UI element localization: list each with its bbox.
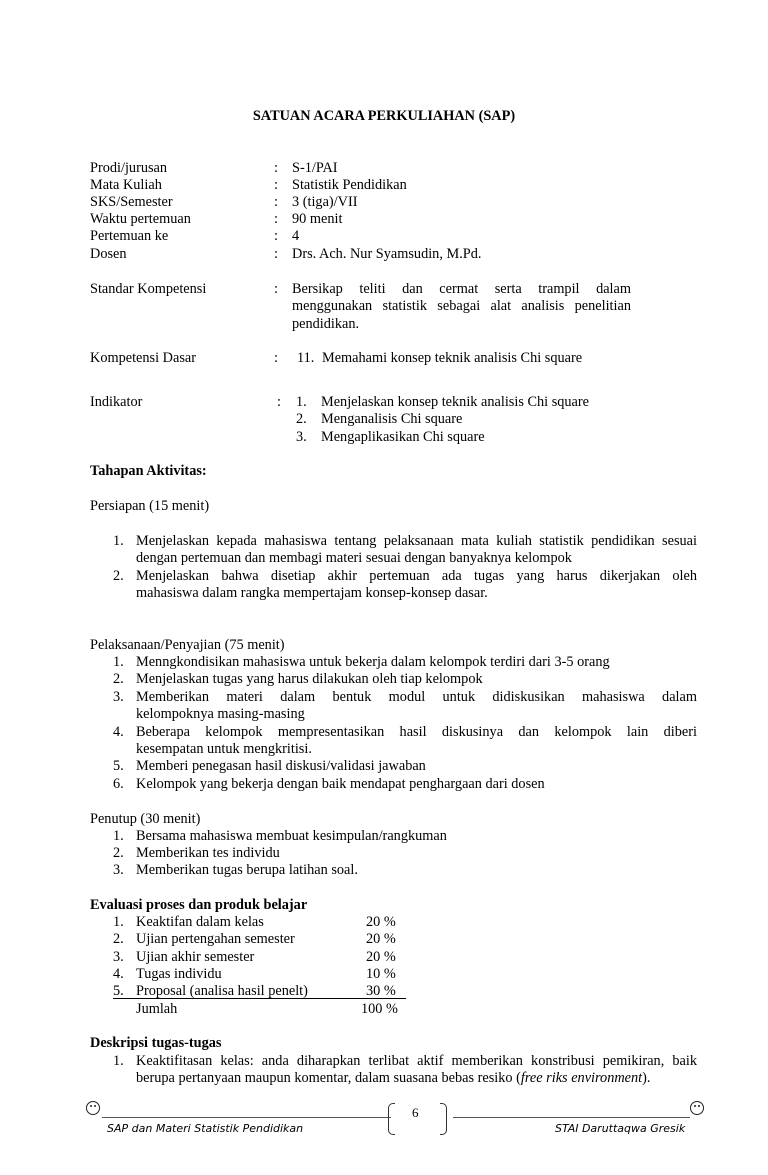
standar-line: Bersikap teliti dan cermat serta trampil dalam: [292, 281, 631, 297]
info-label: Mata Kuliah: [90, 177, 162, 193]
evaluasi-item: Ujian pertengahan semester: [136, 931, 295, 947]
pelaksanaan-number: 2.: [113, 671, 124, 687]
deskripsi-heading: Deskripsi tugas-tugas: [90, 1035, 222, 1051]
evaluasi-value: 10 %: [366, 966, 396, 982]
info-label: SKS/Semester: [90, 194, 173, 210]
persiapan-line: Menjelaskan kepada mahasiswa tentang pelaksanaan mata kuliah statistik pendidikan sesuai: [136, 533, 697, 549]
persiapan-heading: Persiapan (15 menit): [90, 498, 210, 514]
tahapan-heading: Tahapan Aktivitas:: [90, 463, 207, 479]
pelaksanaan-line: Memberikan materi dalam bentuk modul untuk didiskusikan mahasiswa dalam: [136, 689, 697, 705]
info-value: 4: [292, 228, 300, 244]
info-value: Statistik Pendidikan: [292, 177, 407, 193]
persiapan-number: 1.: [113, 533, 124, 549]
persiapan-number: 2.: [113, 568, 124, 584]
pelaksanaan-number: 4.: [113, 724, 124, 740]
evaluasi-heading: Evaluasi proses dan produk belajar: [90, 897, 308, 913]
footer-rule-left: [102, 1117, 391, 1118]
indikator-item: Menjelaskan konsep teknik analisis Chi square: [321, 394, 590, 410]
evaluasi-item: Proposal (analisa hasil penelt): [136, 983, 308, 999]
penutup-number: 2.: [113, 845, 124, 861]
evaluasi-sum-line: [113, 998, 406, 999]
indikator-item: Mengaplikasikan Chi square: [321, 429, 485, 445]
info-colon: :: [274, 177, 278, 193]
info-value: 3 (tiga)/VII: [292, 194, 358, 210]
penutup-item: Memberikan tes individu: [136, 845, 280, 861]
pelaksanaan-line: Menjelaskan tugas yang harus dilakukan oleh tiap kelompok: [136, 671, 483, 687]
footer-bracket-right-icon: [440, 1103, 447, 1135]
persiapan-line: Menjelaskan bahwa disetiap akhir pertemuan ada tugas yang harus dikerjakan oleh: [136, 568, 697, 584]
info-colon: :: [274, 228, 278, 244]
pelaksanaan-line: kesempatan untuk mengkritisi.: [136, 741, 312, 757]
info-value: 90 menit: [292, 211, 343, 227]
indikator-number: 2.: [296, 411, 307, 427]
pelaksanaan-number: 6.: [113, 776, 124, 792]
penutup-item: Memberikan tugas berupa latihan soal.: [136, 862, 358, 878]
indikator-colon: :: [277, 394, 281, 410]
indikator-number: 3.: [296, 429, 307, 445]
penutup-heading: Penutup (30 menit): [90, 811, 201, 827]
standar-label: Standar Kompetensi: [90, 281, 207, 297]
indikator-label: Indikator: [90, 394, 143, 410]
evaluasi-item: Keaktifan dalam kelas: [136, 914, 264, 930]
pelaksanaan-line: Kelompok yang bekerja dengan baik mendapat penghargaan dari dosen: [136, 776, 545, 792]
persiapan-line: mahasiswa dalam rangka mempertajam konsep-konsep dasar.: [136, 585, 488, 601]
pelaksanaan-line: Beberapa kelompok mempresentasikan hasil diskusinya dan kelompok lain diberi: [136, 724, 697, 740]
indikator-item: Menganalisis Chi square: [321, 411, 463, 427]
persiapan-line: dengan pertemuan dan membagi materi sesuai dengan banyaknya kelompok: [136, 550, 572, 566]
evaluasi-value: 20 %: [366, 914, 396, 930]
info-label: Waktu pertemuan: [90, 211, 191, 227]
standar-colon: :: [274, 281, 278, 297]
pelaksanaan-line: Menngkondisikan mahasiswa untuk bekerja dalam kelompok terdiri dari 3-5 orang: [136, 654, 610, 670]
evaluasi-total-label: Jumlah: [136, 1001, 178, 1017]
indikator-number: 1.: [296, 394, 307, 410]
pelaksanaan-line: kelompoknya masing-masing: [136, 706, 305, 722]
footer-bracket-left-icon: [388, 1103, 395, 1135]
standar-line: menggunakan statistik sebagai alat analisis penelitian: [292, 298, 631, 314]
evaluasi-value: 20 %: [366, 931, 396, 947]
deskripsi-italic: free riks environment: [520, 1070, 643, 1086]
pelaksanaan-line: Memberi penegasan hasil diskusi/validasi jawaban: [136, 758, 426, 774]
footer-rule-right: [453, 1117, 690, 1118]
pelaksanaan-heading: Pelaksanaan/Penyajian (75 menit): [90, 637, 285, 653]
info-value: Drs. Ach. Nur Syamsudin, M.Pd.: [292, 246, 482, 262]
evaluasi-item: Tugas individu: [136, 966, 222, 982]
kompetensi-label: Kompetensi Dasar: [90, 350, 197, 366]
evaluasi-value: 20 %: [366, 949, 396, 965]
evaluasi-number: 1.: [113, 914, 124, 930]
info-label: Pertemuan ke: [90, 228, 169, 244]
kompetensi-colon: :: [274, 350, 278, 366]
evaluasi-value: 30 %: [366, 983, 396, 999]
evaluasi-total-value: 100 %: [361, 1001, 398, 1017]
smiley-right-icon: [690, 1101, 704, 1115]
kompetensi-number: 11.: [297, 350, 315, 366]
deskripsi-line: [136, 1070, 650, 1087]
info-value: S-1/PAI: [292, 160, 338, 176]
evaluasi-number: 2.: [113, 931, 124, 947]
standar-line: pendidikan.: [292, 316, 360, 332]
info-colon: :: [274, 211, 278, 227]
deskripsi-line: Keaktifitasan kelas: anda diharapkan terlibat aktif memberikan konstribusi pemikiran, baik: [136, 1053, 697, 1069]
footer-right-text: STAI Daruttaqwa Gresik: [555, 1122, 686, 1135]
page-number: 6: [412, 1105, 419, 1120]
document-title: SATUAN ACARA PERKULIAHAN (SAP): [252, 108, 516, 124]
info-colon: :: [274, 246, 278, 262]
kompetensi-text: Memahami konsep teknik analisis Chi square: [322, 350, 583, 366]
pelaksanaan-number: 1.: [113, 654, 124, 670]
footer-left-text: SAP dan Materi Statistik Pendidikan: [107, 1122, 304, 1135]
smiley-left-icon: [86, 1101, 100, 1115]
evaluasi-number: 4.: [113, 966, 124, 982]
evaluasi-number: 5.: [113, 983, 124, 999]
penutup-item: Bersama mahasiswa membuat kesimpulan/rangkuman: [136, 828, 447, 844]
penutup-number: 1.: [113, 828, 124, 844]
deskripsi-line-text: berupa pertanyaan maupun komentar, dalam suasana bebas resiko (: [136, 1070, 521, 1086]
evaluasi-number: 3.: [113, 949, 124, 965]
info-colon: :: [274, 160, 278, 176]
evaluasi-item: Ujian akhir semester: [136, 949, 255, 965]
pelaksanaan-number: 3.: [113, 689, 124, 705]
deskripsi-line-end: ).: [642, 1070, 651, 1086]
penutup-number: 3.: [113, 862, 124, 878]
info-label: Prodi/jurusan: [90, 160, 168, 176]
deskripsi-number: 1.: [113, 1053, 124, 1069]
info-label: Dosen: [90, 246, 127, 262]
pelaksanaan-number: 5.: [113, 758, 124, 774]
info-colon: :: [274, 194, 278, 210]
